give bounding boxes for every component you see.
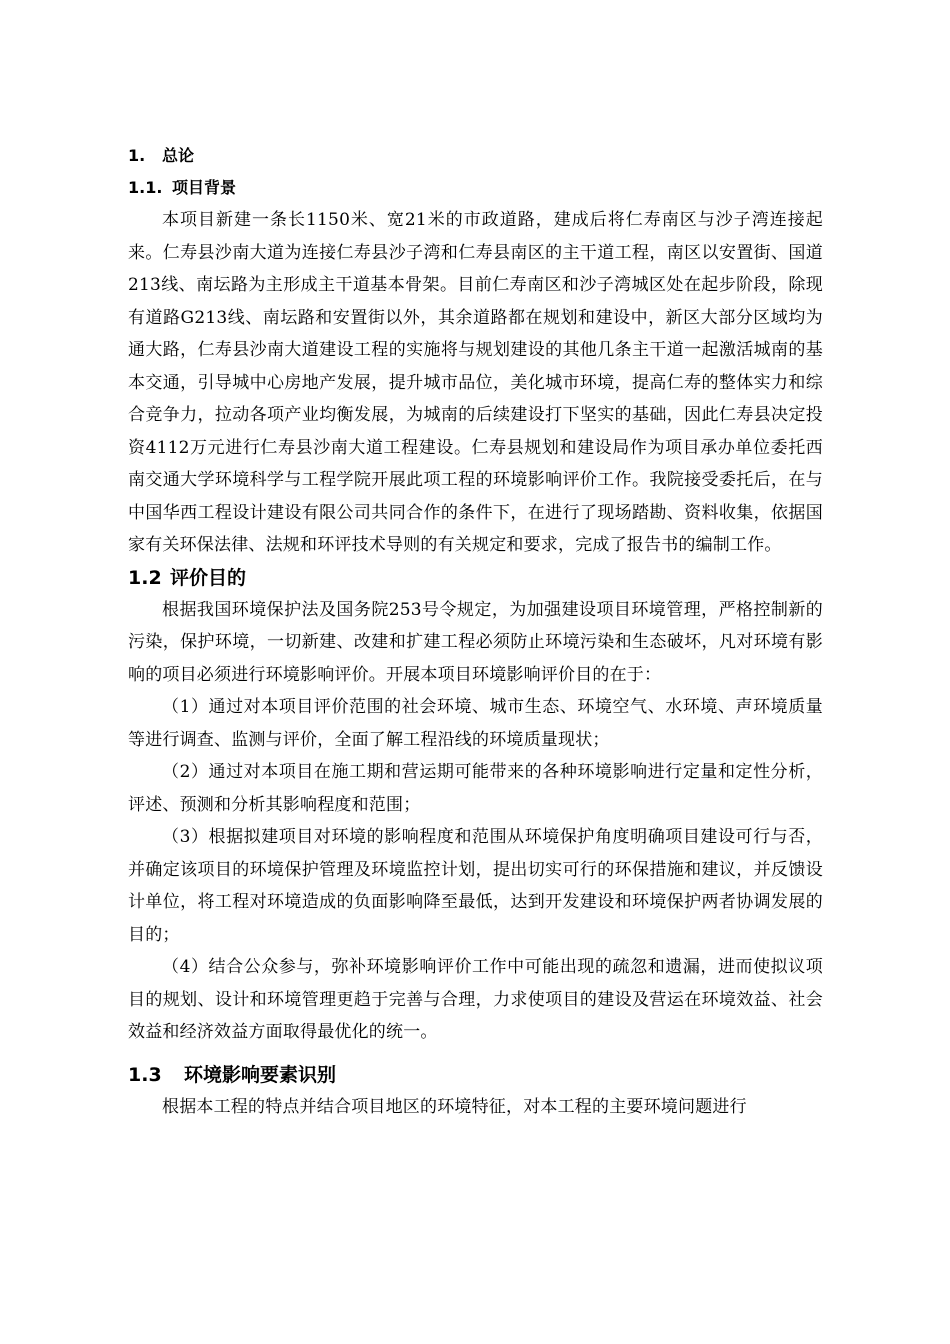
section-number: 1. bbox=[128, 146, 146, 165]
section-title: 评价目的 bbox=[170, 566, 247, 589]
section-1-1-heading bbox=[128, 172, 823, 204]
paragraph: （2）通过对本项目在施工期和营运期可能带来的各种环境影响进行定量和定性分析，评述、预测和分析其影响程度和范围； bbox=[128, 762, 823, 815]
paragraph: 根据本工程的特点并结合项目地区的环境特征，对本工程的主要环境问题进行 bbox=[162, 1096, 747, 1117]
section-number: 1.2 bbox=[128, 566, 162, 589]
paragraph: （1）通过对本项目评价范围的社会环境、城市生态、环境空气、水环境、声环境质量等进行调查、监测与评价，全面了解工程沿线的环境质量现状； bbox=[128, 697, 823, 750]
section-title: 项目背景 bbox=[172, 178, 237, 197]
paragraph: （4）结合公众参与，弥补环境影响评价工作中可能出现的疏忽和遗漏，进而使拟议项目的规划、设计和环境管理更趋于完善与合理，力求使项目的建设及营运在环境效益、社会效益和经济效益方面取得最优化的统一。 bbox=[128, 957, 823, 1042]
section-title: 总论 bbox=[162, 146, 195, 165]
paragraph: 根据我国环境保护法及国务院253号令规定，为加强建设项目环境管理，严格控制新的污染，保护环境，一切新建、改建和扩建工程必须防止环境污染和生态破坏，凡对环境有影响的项目必须进行环境影响评价。开展本项目环境影响评价目的在于： bbox=[128, 599, 823, 685]
paragraph: （3）根据拟建项目对环境的影响程度和范围从环境保护角度明确项目建设可行与否，并确定该项目的环境保护管理及环境监控计划，提出切实可行的环保措施和建议，并反馈设计单位，将工程对环境造成的负面影响降至最低，达到开发建设和环境保护两者协调发展的目的； bbox=[128, 827, 823, 945]
section-1-3-heading bbox=[128, 1059, 823, 1091]
section-number: 1.1. bbox=[128, 178, 163, 197]
section-1-heading bbox=[128, 140, 823, 172]
section-title: 环境影响要素识别 bbox=[184, 1063, 337, 1086]
paragraph: 本项目新建一条长1150米、宽21米的市政道路，建成后将仁寿南区与沙子湾连接起来。仁寿县沙南大道为连接仁寿县沙子湾和仁寿县南区的主干道工程，南区以安置街、国道213线、南坛路为主形成主干道基本骨架。目前仁寿南区和沙子湾城区处在起步阶段，除现有道路G213线、南坛路和安置街以外，其余道路都在规划和建设中，新区大部分区域均为通大路，仁寿县沙南大道建设工程的实施将与规划建设的其他几条主干道一起激活城南的基本交通，引导城中心房地产发展，提升城市品位，美化城市环境，提高仁寿的整体实力和综合竞争力，拉动各项产业均衡发展，为城南的后续建设打下坚实的基础，因此仁寿县决定投资4112万元进行仁寿县沙南大道工程建设。仁寿县规划和建设局作为项目承办单位委托西南交通大学环境科学与工程学院开展此项工程的环境影响评价工作。我院接受委托后，在与中国华西工程设计建设有限公司共同合作的条件下，在进行了现场踏勘、资料收集，依据国家有关环保法律、法规和环评技术导则的有关规定和要求，完成了报告书的编制工作。 bbox=[128, 210, 823, 555]
section-number: 1.3 bbox=[128, 1063, 162, 1086]
section-1-2-heading bbox=[128, 562, 823, 594]
document-page bbox=[128, 140, 823, 1123]
